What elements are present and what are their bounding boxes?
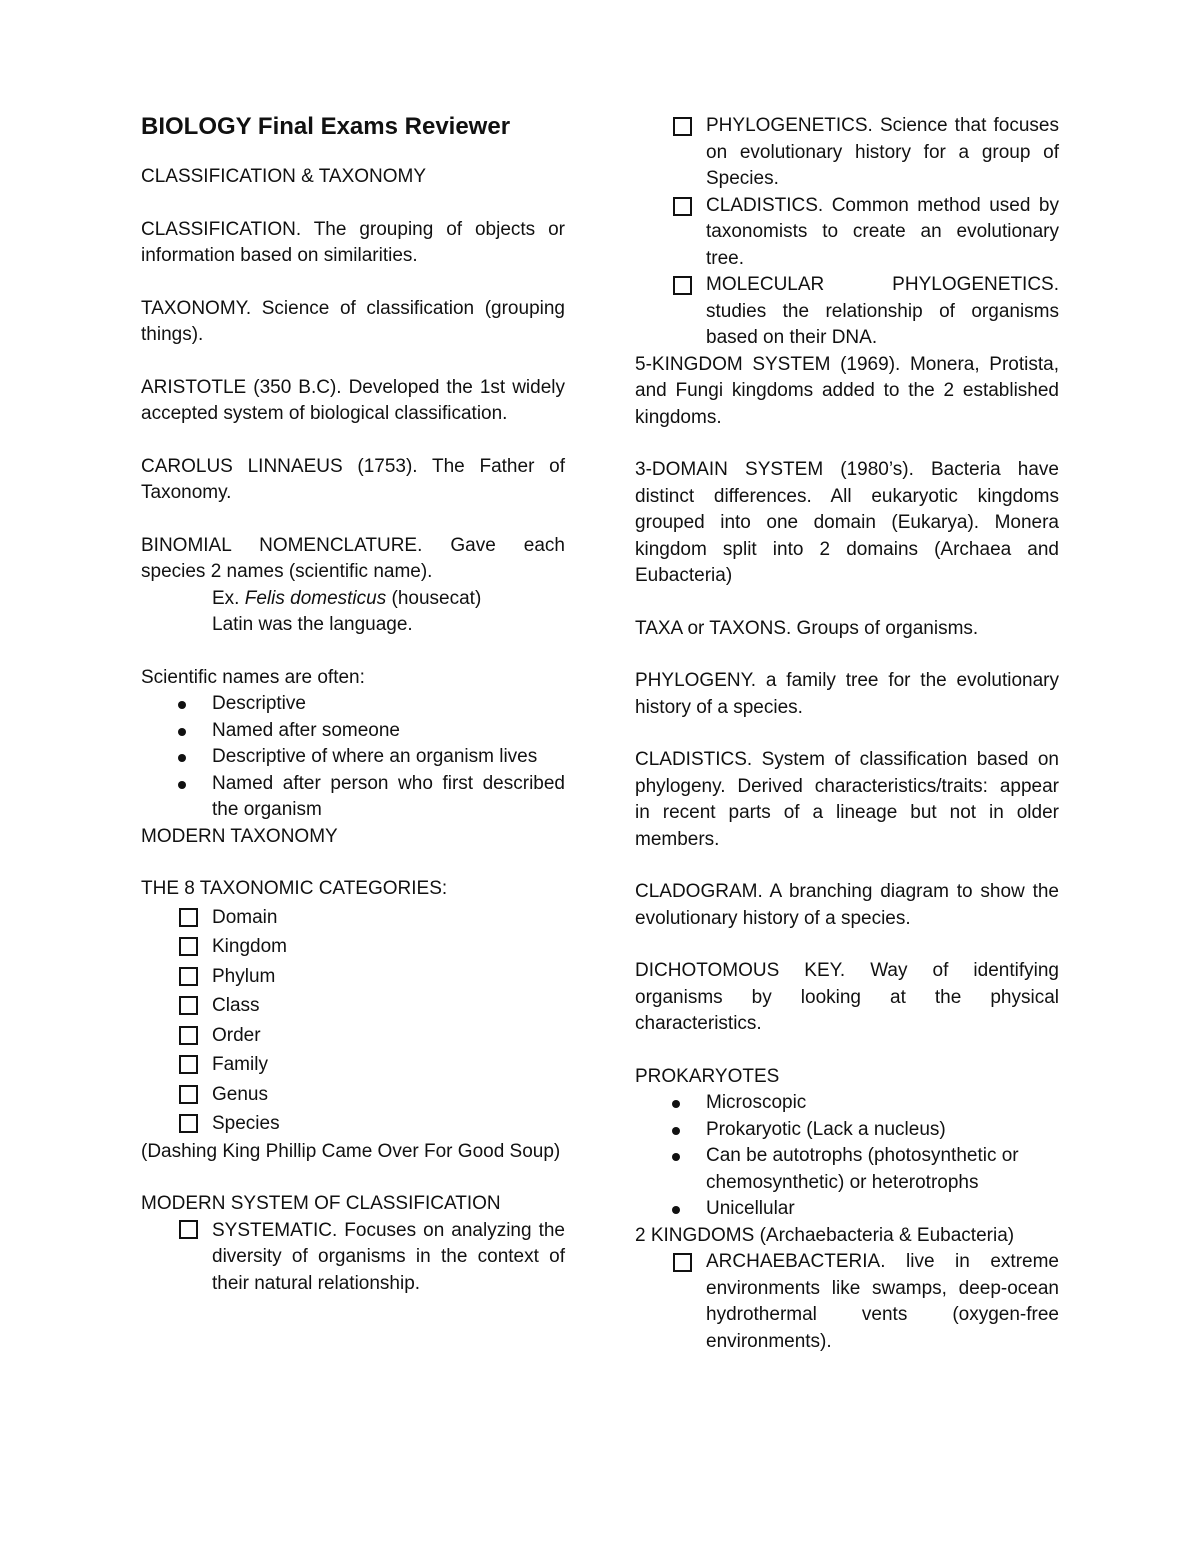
list-item: Species xyxy=(141,1109,565,1139)
checkbox-icon xyxy=(179,1026,198,1045)
three-domain-system: 3-DOMAIN SYSTEM (1980’s). Bacteria have distinct differences. All eukaryotic kingdoms grouped into one domain (Eukarya). Monera kingdom split into 2 domains (Archaea and Eubacteria) xyxy=(635,459,1059,586)
latin-note: Latin was the language. xyxy=(212,614,413,635)
section-heading-modern-taxonomy: MODERN TAXONOMY xyxy=(141,825,338,847)
linnaeus-definition: CAROLUS LINNAEUS (1753). The Father of Taxonomy. xyxy=(141,455,565,503)
checkbox-icon xyxy=(673,117,692,136)
checkbox-icon xyxy=(179,1085,198,1104)
dichotomous-key-definition: DICHOTOMOUS KEY. Way of identifying organisms by looking at the physical characteristics. xyxy=(635,960,1059,1034)
list-item: Unicellular xyxy=(635,1196,1059,1223)
list-item: Descriptive of where an organism lives xyxy=(141,744,565,771)
section-heading-classification-taxonomy: CLASSIFICATION & TAXONOMY xyxy=(141,166,427,187)
document-title: BIOLOGY Final Exams Reviewer xyxy=(141,113,511,140)
list-item: Domain xyxy=(141,903,565,933)
example-species-name: Felis domesticus xyxy=(244,587,387,609)
taxa-definition: TAXA or TAXONS. Groups of organisms. xyxy=(635,617,979,639)
scientific-names-list xyxy=(141,691,565,824)
list-item: Descriptive xyxy=(141,691,565,718)
two-kingdoms-heading: 2 KINGDOMS (Archaebacteria & Eubacteria) xyxy=(635,1224,1015,1246)
list-item: SYSTEMATIC. Focuses on analyzing the diversity of organisms in the context of their natural relationship. xyxy=(141,1218,565,1298)
aristotle-definition: ARISTOTLE (350 B.C). Developed the 1st widely accepted system of biological classification. xyxy=(141,376,565,424)
list-item: Genus xyxy=(141,1080,565,1110)
binomial-example: Ex. Felis domesticus (housecat) xyxy=(212,587,482,609)
list-item: Microscopic xyxy=(635,1090,1059,1117)
checkbox-icon xyxy=(179,996,198,1015)
two-kingdoms-list xyxy=(635,1249,1059,1355)
taxonomic-categories-heading: THE 8 TAXONOMIC CATEGORIES: xyxy=(141,878,448,899)
checkbox-icon xyxy=(179,1220,198,1239)
list-item: Prokaryotic (Lack a nucleus) xyxy=(635,1117,1059,1144)
modern-system-list xyxy=(141,1218,565,1298)
taxonomy-definition: TAXONOMY. Science of classification (grouping things). xyxy=(141,297,565,345)
list-item: ARCHAEBACTERIA. live in extreme environments like swamps, deep-ocean hydrothermal vents (oxygen-free environments). xyxy=(635,1249,1059,1355)
list-item: Kingdom xyxy=(141,932,565,962)
checkbox-icon xyxy=(673,276,692,295)
checkbox-icon xyxy=(179,1055,198,1074)
list-item: Named after someone xyxy=(141,718,565,745)
list-item: Named after person who first described the organism xyxy=(141,771,565,824)
list-item: Class xyxy=(141,991,565,1021)
phylogeny-definition: PHYLOGENY. a family tree for the evolutionary history of a species. xyxy=(635,670,1059,718)
binomial-nomenclature-definition: BINOMIAL NOMENCLATURE. Gave each species 2 names (scientific name). xyxy=(141,534,565,582)
left-column xyxy=(141,110,565,1297)
checkbox-icon xyxy=(673,1253,692,1272)
scientific-names-intro: Scientific names are often: xyxy=(141,666,365,688)
taxonomic-categories-list xyxy=(141,903,565,1139)
checkbox-icon xyxy=(179,908,198,927)
checkbox-icon xyxy=(179,937,198,956)
list-item: PHYLOGENETICS. Science that focuses on evolutionary history for a group of Species. xyxy=(635,113,1059,193)
five-kingdom-system: 5-KINGDOM SYSTEM (1969). Monera, Protista, and Fungi kingdoms added to the 2 established kingdoms. xyxy=(635,353,1059,428)
mnemonic: (Dashing King Phillip Came Over For Good Soup) xyxy=(141,1140,561,1162)
list-item: Family xyxy=(141,1050,565,1080)
prokaryotes-heading: PROKARYOTES xyxy=(635,1065,780,1087)
phylogenetics-list xyxy=(635,113,1059,352)
classification-definition: CLASSIFICATION. The grouping of objects or information based on similarities. xyxy=(141,218,565,266)
list-item: Can be autotrophs (photosynthetic or chemosynthetic) or heterotrophs xyxy=(635,1143,1059,1196)
checkbox-icon xyxy=(179,967,198,986)
prokaryotes-list xyxy=(635,1090,1059,1223)
list-item: Phylum xyxy=(141,962,565,992)
section-heading-modern-system: MODERN SYSTEM OF CLASSIFICATION xyxy=(141,1193,501,1214)
checkbox-icon xyxy=(673,197,692,216)
list-item: MOLECULAR PHYLOGENETICS. studies the relationship of organisms based on their DNA. xyxy=(635,272,1059,352)
right-column xyxy=(635,113,1059,1355)
list-item: Order xyxy=(141,1021,565,1051)
cladistics-definition: CLADISTICS. System of classification based on phylogeny. Derived characteristics/traits: appear in recent parts of a lineage but not in older members. xyxy=(635,749,1059,850)
cladogram-definition: CLADOGRAM. A branching diagram to show the evolutionary history of a species. xyxy=(635,881,1059,929)
list-item: CLADISTICS. Common method used by taxonomists to create an evolutionary tree. xyxy=(635,193,1059,273)
checkbox-icon xyxy=(179,1114,198,1133)
